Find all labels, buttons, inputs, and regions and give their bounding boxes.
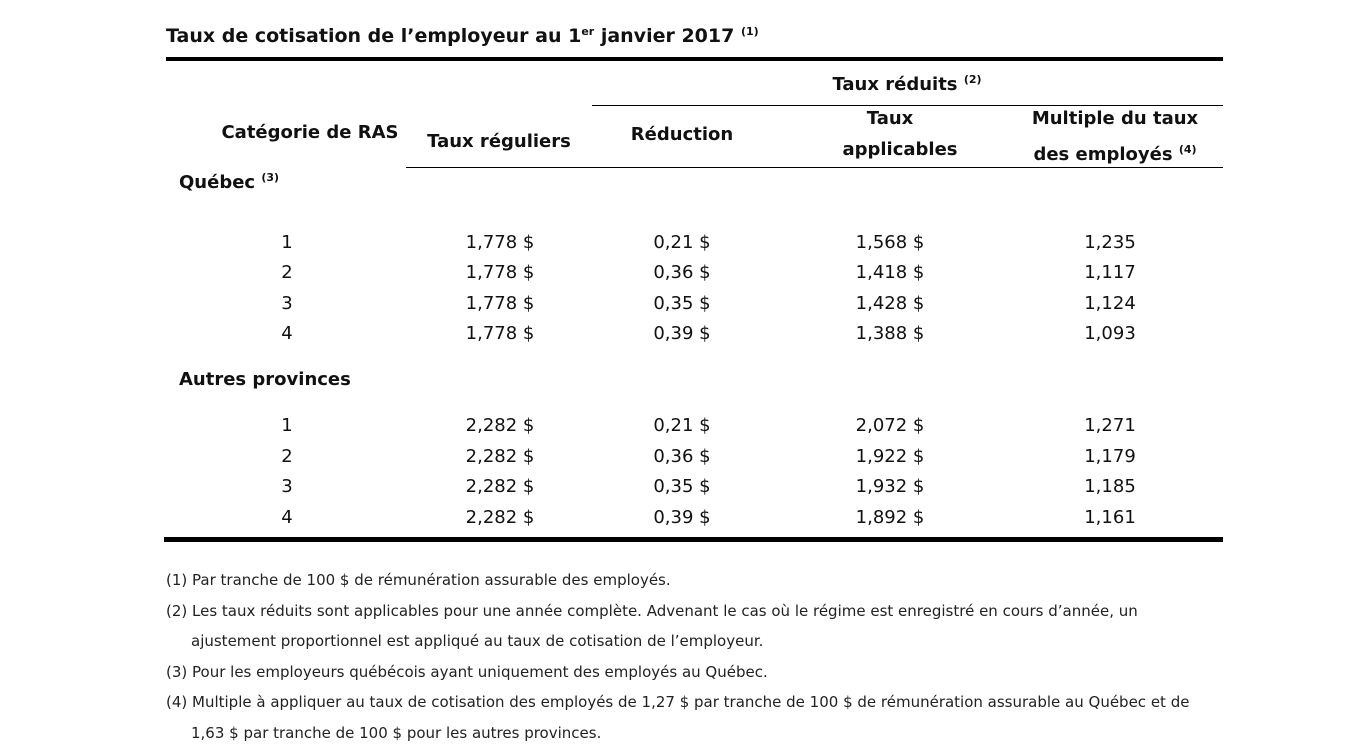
section-label-autres-provinces: Autres provinces <box>179 369 351 390</box>
cell-reduction: 0,36 $ <box>653 446 711 467</box>
title-superscript: er <box>581 25 595 38</box>
cell-multiple: 1,235 <box>1084 232 1136 253</box>
cell-category: 1 <box>281 232 293 253</box>
header-multiple-ref: (4) <box>1178 143 1197 156</box>
cell-category: 4 <box>281 323 293 344</box>
cell-multiple: 1,093 <box>1084 323 1136 344</box>
cell-reduction: 0,21 $ <box>653 415 711 436</box>
cell-category: 3 <box>281 476 293 497</box>
header-regular: Taux réguliers <box>427 131 571 152</box>
table-title <box>166 25 759 47</box>
cell-reduction: 0,39 $ <box>653 323 711 344</box>
cell-multiple: 1,124 <box>1084 293 1136 314</box>
cell-regular: 1,778 $ <box>465 293 535 314</box>
header-reduced-group-ref: (2) <box>963 73 982 86</box>
cell-multiple: 1,117 <box>1084 262 1136 283</box>
cell-multiple: 1,185 <box>1084 476 1136 497</box>
cell-regular: 2,282 $ <box>465 507 535 528</box>
cell-regular: 1,778 $ <box>465 323 535 344</box>
section-quebec-ref: (3) <box>261 171 280 184</box>
header-reduced-group-label: Taux réduits <box>832 74 958 95</box>
cell-applicable: 1,892 $ <box>855 507 925 528</box>
title-text: Taux de cotisation de l’employeur au 1 <box>166 25 582 47</box>
header-multiple-line1: Multiple du taux <box>1031 108 1199 129</box>
footnote-4: (4) Multiple à appliquer au taux de cotisation des employés de 1,27 $ par tranche de 100 $ de rémunération assurable au Québec et de <box>166 693 1190 711</box>
section-quebec-name: Québec <box>179 172 256 193</box>
cell-regular: 1,778 $ <box>465 262 535 283</box>
cell-multiple: 1,161 <box>1084 507 1136 528</box>
header-bottom-rule <box>406 167 1223 168</box>
cell-applicable: 1,568 $ <box>855 232 925 253</box>
cell-applicable: 1,428 $ <box>855 293 925 314</box>
header-applicable-line2: applicables <box>842 139 958 160</box>
cell-reduction: 0,35 $ <box>653 476 711 497</box>
header-multiple-line2-text: des employés <box>1033 144 1173 165</box>
title-note-ref: (1) <box>740 25 759 38</box>
cell-applicable: 1,418 $ <box>855 262 925 283</box>
table-bottom-rule <box>164 537 1223 542</box>
cell-multiple: 1,271 <box>1084 415 1136 436</box>
footnote-1: (1) Par tranche de 100 $ de rémunération assurable des employés. <box>166 571 671 589</box>
section-label-quebec <box>179 171 279 193</box>
cell-applicable: 2,072 $ <box>855 415 925 436</box>
cell-regular: 2,282 $ <box>465 476 535 497</box>
footnote-4-continued: 1,63 $ par tranche de 100 $ pour les autres provinces. <box>191 724 602 742</box>
cell-category: 3 <box>281 293 293 314</box>
header-reduced-group <box>792 65 1022 100</box>
header-category: Catégorie de RAS <box>221 122 399 143</box>
footnote-2-continued: ajustement proportionnel est appliqué au taux de cotisation de l’employeur. <box>191 632 764 650</box>
cell-regular: 1,778 $ <box>465 232 535 253</box>
cell-category: 2 <box>281 262 293 283</box>
cell-reduction: 0,39 $ <box>653 507 711 528</box>
cell-multiple: 1,179 <box>1084 446 1136 467</box>
header-reduction: Réduction <box>630 124 734 145</box>
cell-reduction: 0,36 $ <box>653 262 711 283</box>
cell-reduction: 0,21 $ <box>653 232 711 253</box>
cell-applicable: 1,922 $ <box>855 446 925 467</box>
cell-category: 1 <box>281 415 293 436</box>
table-top-rule <box>166 57 1223 61</box>
title-year: janvier 2017 <box>594 25 735 47</box>
header-multiple-line2 <box>1020 135 1210 170</box>
cell-applicable: 1,932 $ <box>855 476 925 497</box>
cell-category: 2 <box>281 446 293 467</box>
cell-regular: 2,282 $ <box>465 446 535 467</box>
cell-reduction: 0,35 $ <box>653 293 711 314</box>
cell-category: 4 <box>281 507 293 528</box>
footnote-3: (3) Pour les employeurs québécois ayant uniquement des employés au Québec. <box>166 663 768 681</box>
header-applicable-line1: Taux <box>866 108 914 129</box>
cell-applicable: 1,388 $ <box>855 323 925 344</box>
footnote-2: (2) Les taux réduits sont applicables pour une année complète. Advenant le cas où le régime est enregistré en cours d’année, un <box>166 602 1138 620</box>
cell-regular: 2,282 $ <box>465 415 535 436</box>
